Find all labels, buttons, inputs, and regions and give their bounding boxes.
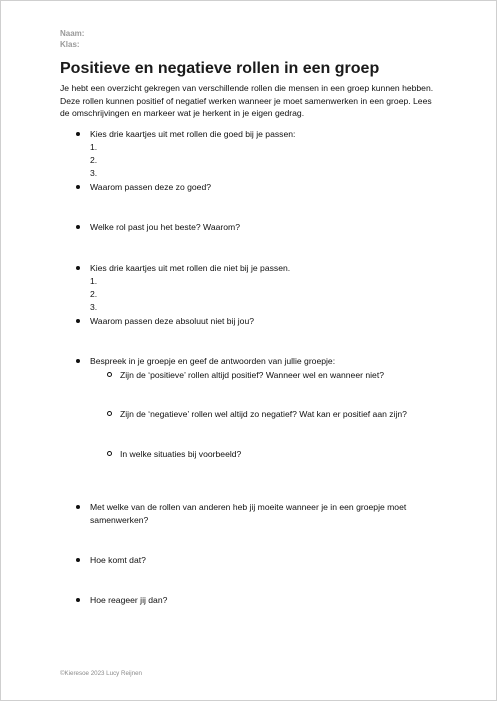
sub-question-3: In welke situaties bij voorbeeld? xyxy=(120,449,242,459)
question-3: Welke rol past jou het beste? Waarom? xyxy=(90,221,440,234)
question-7: Met welke van de rollen van anderen heb jij moeite wanneer je in een groepje moet samenwerken? xyxy=(90,501,440,527)
page-title: Positieve en negatieve rollen in een groep xyxy=(60,60,380,77)
header-fields xyxy=(60,28,84,50)
class-label: Klas: xyxy=(60,40,80,49)
sub-question-2: Zijn de ‘negatieve’ rollen wel altijd zo negatief? Wat kan er positief aan zijn? xyxy=(120,409,407,419)
answer-line-3: 3. xyxy=(90,302,98,312)
question-4: Kies drie kaartjes uit met rollen die niet bij je passen. xyxy=(90,262,440,275)
copyright-footer: ©Kieresoe 2023 Lucy Reijnen xyxy=(60,670,142,677)
question-2: Waarom passen deze zo goed? xyxy=(90,181,440,194)
answer-line-2: 2. xyxy=(90,289,98,299)
sub-question-1: Zijn de ‘positieve’ rollen altijd positief? Wanneer wel en wanneer niet? xyxy=(120,370,385,380)
intro-paragraph: Je hebt een overzicht gekregen van verschillende rollen die mensen in een groep kunnen hebben. Deze rollen kunnen positief of negatief werken wanneer je moet samenwerken in een groep. Lees de omschrijvingen en markeer wat je herkent in je eigen gedrag. xyxy=(60,83,434,119)
question-6: Bespreek in je groepje en geef de antwoorden van jullie groepje: xyxy=(90,355,440,368)
question-8: Hoe komt dat? xyxy=(90,554,440,567)
name-label: Naam: xyxy=(60,29,85,38)
question-5: Waarom passen deze absoluut niet bij jou? xyxy=(90,315,440,328)
answer-line-3: 3. xyxy=(90,168,98,178)
question-1: Kies drie kaartjes uit met rollen die goed bij je passen: xyxy=(90,128,440,141)
answer-line-1: 1. xyxy=(90,142,98,152)
answer-line-2: 2. xyxy=(90,155,98,165)
question-9: Hoe reageer jij dan? xyxy=(90,594,440,607)
answer-line-1: 1. xyxy=(90,276,98,286)
